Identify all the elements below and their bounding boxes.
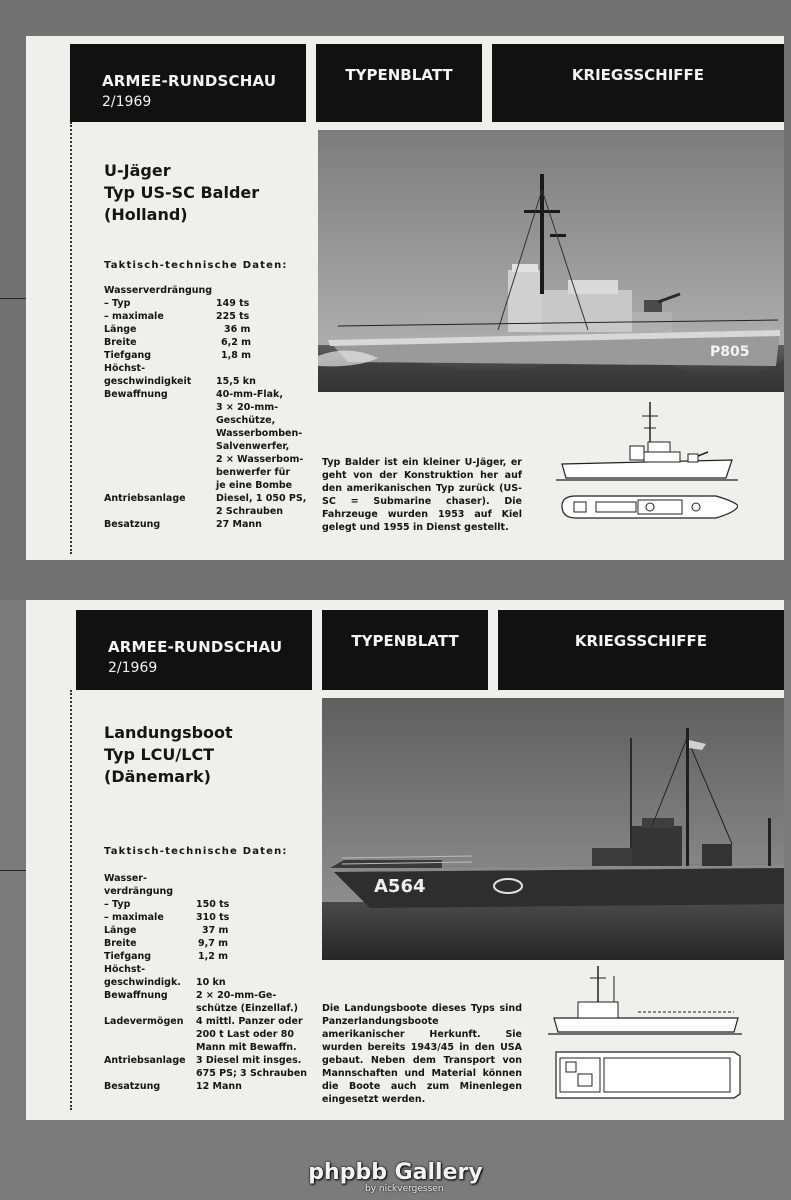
ship-line-drawing bbox=[548, 962, 742, 1106]
spec-label: – Typ bbox=[104, 298, 131, 309]
spec-row bbox=[104, 1015, 314, 1028]
spec-value: 15,5 kn bbox=[216, 376, 256, 387]
spec-value: 1,8 m bbox=[221, 350, 252, 361]
spec-value: 37 m bbox=[202, 925, 229, 936]
spec-value: 225 ts bbox=[216, 311, 250, 322]
gallery-watermark: phpbb Gallery bbox=[308, 1160, 483, 1185]
spec-value: schütze (Einzellaf.) bbox=[196, 1003, 298, 1014]
spec-value: Geschütze, bbox=[216, 415, 276, 426]
spec-row bbox=[104, 479, 314, 492]
ship-title-line: Typ LCU/LCT bbox=[104, 745, 215, 764]
spec-row bbox=[104, 336, 314, 349]
spec-label: Länge bbox=[104, 324, 137, 335]
spec-row bbox=[104, 924, 314, 937]
ship-photo bbox=[318, 130, 784, 392]
hull-number: A564 bbox=[374, 876, 426, 897]
specs-table bbox=[104, 284, 314, 531]
ship-title bbox=[104, 160, 259, 226]
spec-value: 310 ts bbox=[196, 912, 230, 923]
spec-label bbox=[104, 1041, 196, 1054]
spec-value: 6,2 m bbox=[221, 337, 252, 348]
spec-value bbox=[216, 362, 314, 375]
spec-label: Wasser- bbox=[104, 873, 147, 884]
spec-row bbox=[104, 297, 314, 310]
ship-profile-drawing bbox=[548, 962, 742, 1106]
spec-value: 27 Mann bbox=[216, 519, 262, 530]
spec-value bbox=[196, 885, 314, 898]
binding-line bbox=[0, 870, 26, 871]
spec-label bbox=[104, 440, 216, 453]
type-label: TYPENBLATT bbox=[351, 632, 459, 650]
spec-value: 675 PS; 3 Schrauben bbox=[196, 1068, 308, 1079]
spec-label bbox=[104, 1002, 196, 1015]
spec-value: 200 t Last oder 80 bbox=[196, 1029, 294, 1040]
spec-value: benwerfer für bbox=[216, 467, 291, 478]
spec-label: Tiefgang bbox=[104, 350, 152, 361]
spec-row bbox=[104, 349, 314, 362]
spec-label: Besatzung bbox=[104, 1081, 161, 1092]
spec-label bbox=[104, 414, 216, 427]
spec-label bbox=[104, 401, 216, 414]
specs-section-title: Taktisch-technische Daten: bbox=[104, 260, 288, 271]
spec-row bbox=[104, 440, 314, 453]
type-sheet-lcu bbox=[26, 600, 784, 1120]
specs-table bbox=[104, 872, 314, 1093]
publication-name: ARMEE-RUNDSCHAU bbox=[102, 72, 277, 90]
spec-row bbox=[104, 492, 314, 505]
spec-value: 2 × 20-mm-Ge- bbox=[196, 990, 277, 1001]
header-publication-box bbox=[76, 610, 312, 690]
spec-row bbox=[104, 518, 314, 531]
spec-value: 36 m bbox=[224, 324, 251, 335]
spec-value: 149 ts bbox=[216, 298, 250, 309]
ship-title-line: Typ US-SC Balder bbox=[104, 183, 260, 202]
spec-value: 4 mittl. Panzer oder bbox=[196, 1016, 303, 1027]
spec-row bbox=[104, 1067, 314, 1080]
spec-row bbox=[104, 388, 314, 401]
spec-row bbox=[104, 505, 314, 518]
spec-row bbox=[104, 950, 314, 963]
spec-label: Antriebsanlage bbox=[104, 1055, 186, 1066]
header-publication-box bbox=[70, 44, 306, 122]
spec-label: – maximale bbox=[104, 311, 164, 322]
spec-row bbox=[104, 872, 314, 885]
header-category-box bbox=[492, 44, 784, 122]
spec-row bbox=[104, 1028, 314, 1041]
ship-photo bbox=[322, 698, 784, 960]
issue-number: 2/1969 bbox=[108, 660, 158, 676]
spec-label: Bewaffnung bbox=[104, 389, 168, 400]
spec-row bbox=[104, 310, 314, 323]
spec-label bbox=[104, 466, 216, 479]
spec-value: 2 Schrauben bbox=[216, 506, 284, 517]
binding-line bbox=[0, 298, 26, 299]
header-type-box bbox=[316, 44, 482, 122]
spec-row bbox=[104, 1002, 314, 1015]
spec-row bbox=[104, 1080, 314, 1093]
ship-description: Typ Balder ist ein kleiner U-Jäger, er geht von der Konstruktion her auf den amerikanischen Typ zurück (US-SC = Submarine chaser). Die Fahrzeuge wurden 1953 auf Kiel gelegt und 1955 in Dienst gestellt. bbox=[322, 457, 522, 533]
spec-label: Höchst- bbox=[104, 964, 146, 975]
header-type-box bbox=[322, 610, 488, 690]
spec-label: Besatzung bbox=[104, 519, 161, 530]
spec-value: Diesel, 1 050 PS, bbox=[216, 493, 307, 504]
spec-label bbox=[104, 1067, 196, 1080]
ship-photo-image bbox=[318, 130, 784, 392]
spec-value: 9,7 m bbox=[198, 938, 229, 949]
specs-section-title: Taktisch-technische Daten: bbox=[104, 846, 288, 857]
spec-label: Breite bbox=[104, 938, 137, 949]
spec-row bbox=[104, 284, 314, 297]
ship-profile-drawing bbox=[556, 398, 738, 528]
header-category-box bbox=[498, 610, 784, 690]
spec-label bbox=[104, 453, 216, 466]
spec-value bbox=[196, 872, 314, 885]
spec-value: Wasserbomben- bbox=[216, 428, 303, 439]
spec-label: Tiefgang bbox=[104, 951, 152, 962]
spec-value: 1,2 m bbox=[198, 951, 229, 962]
spec-row bbox=[104, 1054, 314, 1067]
hull-number: P805 bbox=[710, 344, 750, 360]
spec-label: – Typ bbox=[104, 899, 131, 910]
dotted-margin-line bbox=[70, 690, 72, 1110]
spec-value: 40-mm-Flak, bbox=[216, 389, 283, 400]
category-label: KRIEGSSCHIFFE bbox=[571, 66, 705, 84]
spec-value: Salvenwerfer, bbox=[216, 441, 290, 452]
spec-value: 3 × 20-mm- bbox=[216, 402, 279, 413]
type-label: TYPENBLATT bbox=[345, 66, 453, 84]
dotted-margin-line bbox=[70, 122, 72, 554]
spec-label bbox=[104, 505, 216, 518]
spec-row bbox=[104, 989, 314, 1002]
spec-row bbox=[104, 427, 314, 440]
ship-line-drawing bbox=[556, 398, 738, 528]
spec-label bbox=[104, 427, 216, 440]
spec-value: 12 Mann bbox=[196, 1081, 242, 1092]
spec-row bbox=[104, 937, 314, 950]
spec-label bbox=[104, 479, 216, 492]
spec-row bbox=[104, 401, 314, 414]
spec-row bbox=[104, 362, 314, 375]
spec-value: je eine Bombe bbox=[216, 480, 293, 491]
spec-label: Breite bbox=[104, 337, 137, 348]
spec-label: verdrängung bbox=[104, 886, 174, 897]
ship-title-line: Landungsboot bbox=[104, 723, 233, 742]
ship-title bbox=[104, 722, 233, 788]
publication-name: ARMEE-RUNDSCHAU bbox=[108, 638, 283, 656]
ship-photo-image bbox=[322, 698, 784, 960]
ship-description: Die Landungsboote dieses Typs sind Panzerlandungsboote amerikanischer Herkunft. Sie wurden bereits 1943/45 in den USA gebaut. Neben dem Transport von Mannschaften und Material können die Boote auch zum Minenlegen eingesetzt werden. bbox=[322, 1003, 522, 1105]
ship-title-line: (Dänemark) bbox=[104, 767, 211, 786]
spec-row bbox=[104, 375, 314, 388]
spec-label: Ladevermögen bbox=[104, 1016, 184, 1027]
spec-label bbox=[104, 1028, 196, 1041]
spec-row bbox=[104, 911, 314, 924]
spec-label: geschwindigk. bbox=[104, 977, 181, 988]
issue-number: 2/1969 bbox=[102, 94, 152, 110]
spec-value: Mann mit Bewaffn. bbox=[196, 1042, 297, 1053]
category-label: KRIEGSSCHIFFE bbox=[574, 632, 708, 650]
spec-row bbox=[104, 414, 314, 427]
spec-label: – maximale bbox=[104, 912, 164, 923]
spec-row bbox=[104, 453, 314, 466]
ship-title-line: U-Jäger bbox=[104, 161, 171, 180]
spec-row bbox=[104, 976, 314, 989]
spec-value bbox=[196, 963, 314, 976]
spec-label: geschwindigkeit bbox=[104, 376, 192, 387]
spec-label: Bewaffnung bbox=[104, 990, 168, 1001]
spec-value: 10 kn bbox=[196, 977, 226, 988]
spec-row bbox=[104, 466, 314, 479]
ship-title-line: (Holland) bbox=[104, 205, 188, 224]
type-sheet-balder bbox=[26, 36, 784, 560]
spec-value: 2 × Wasserbom- bbox=[216, 454, 304, 465]
spec-label: Höchst- bbox=[104, 363, 146, 374]
spec-value: 150 ts bbox=[196, 899, 230, 910]
spec-row bbox=[104, 323, 314, 336]
spec-row bbox=[104, 1041, 314, 1054]
spec-label: Wasserverdrängung bbox=[104, 285, 213, 296]
spec-row bbox=[104, 963, 314, 976]
spec-value: 3 Diesel mit insges. bbox=[196, 1055, 302, 1066]
spec-label: Länge bbox=[104, 925, 137, 936]
spec-label: Antriebsanlage bbox=[104, 493, 186, 504]
gallery-watermark-byline: by nickvergessen bbox=[365, 1184, 444, 1194]
spec-row bbox=[104, 885, 314, 898]
spec-row bbox=[104, 898, 314, 911]
